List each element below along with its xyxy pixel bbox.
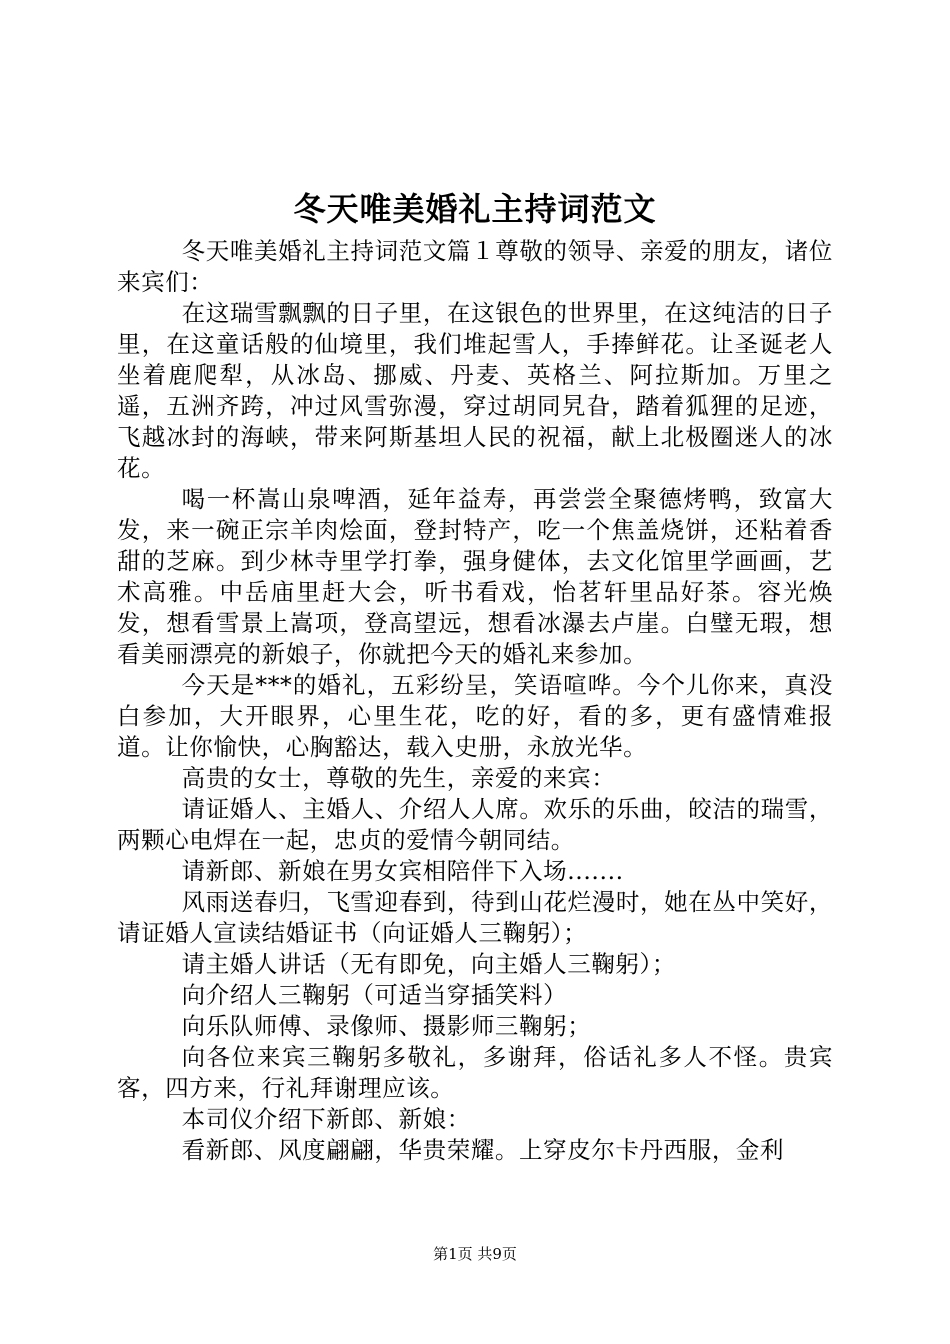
paragraph: 在这瑞雪飘飘的日子里，在这银色的世界里，在这纯洁的日子里，在这童话般的仙境里，我们堆起雪人，手捧鲜花。让圣诞老人坐着鹿爬犁，从冰岛、挪威、丹麦、英格兰、阿拉斯加。万里之遥，五洲齐跨，冲过风雪弥漫，穿过胡同旯旮，踏着狐狸的足迹，飞越冰封的海峡，带来阿斯基坦人民的祝福，献上北极圈迷人的冰花。 <box>117 299 833 482</box>
paragraph: 本司仪介绍下新郎、新娘： <box>181 1105 471 1133</box>
paragraph: 看新郎、风度翩翩，华贵荣耀。上穿皮尔卡丹西服，金利 <box>181 1136 785 1164</box>
paragraph: 请证婚人、主婚人、介绍人人席。欢乐的乐曲，皎洁的瑞雪，两颗心电焊在一起，忠贞的爱情今朝同结。 <box>117 795 833 854</box>
document-body <box>117 236 833 1166</box>
paragraph: 今天是***的婚礼，五彩纷呈，笑语喧哗。今个儿你来，真没白参加，大开眼界，心里生花，吃的好，看的多，更有盛情难报道。让你愉快，心胸豁达，载入史册，永放光华。 <box>117 671 833 761</box>
paragraph: 向各位来宾三鞠躬多敬礼，多谢拜，俗话礼多人不怪。贵宾客，四方来，行礼拜谢理应该。 <box>117 1043 833 1102</box>
paragraph: 请新郎、新娘在男女宾相陪伴下入场....... <box>181 857 624 885</box>
paragraph: 高贵的女士，尊敬的先生，亲爱的来宾： <box>181 764 616 792</box>
paragraph: 风雨送春归，飞雪迎春到，待到山花烂漫时，她在丛中笑好，请证婚人宣读结婚证书（向证婚人三鞠躬）； <box>117 888 833 947</box>
paragraph: 冬天唯美婚礼主持词范文篇１尊敬的领导、亲爱的朋友，诸位来宾们： <box>117 237 833 296</box>
page-number-footer: 第1页 共9页 <box>433 1245 517 1263</box>
paragraph: 喝一杯嵩山泉啤酒，延年益寿，再尝尝全聚德烤鸭，致富大发，来一碗正宗羊肉烩面，登封特产，吃一个焦盖烧饼，还粘着香甜的芝麻。到少林寺里学打拳，强身健体，去文化馆里学画画，艺术高雅。中岳庙里赶大会，听书看戏，怡茗轩里品好茶。容光焕发，想看雪景上嵩项，登高望远，想看冰瀑去卢崖。白璧无瑕，想看美丽漂亮的新娘子，你就把今天的婚礼来参加。 <box>117 485 833 668</box>
paragraph: 请主婚人讲话（无有即免，向主婚人三鞠躬）； <box>181 950 676 978</box>
paragraph: 向介绍人三鞠躬（可适当穿插笑料） <box>181 981 568 1009</box>
paragraph: 向乐队师傅、录像师、摄影师三鞠躬； <box>181 1012 592 1040</box>
document-title: 冬天唯美婚礼主持词范文 <box>293 190 657 228</box>
